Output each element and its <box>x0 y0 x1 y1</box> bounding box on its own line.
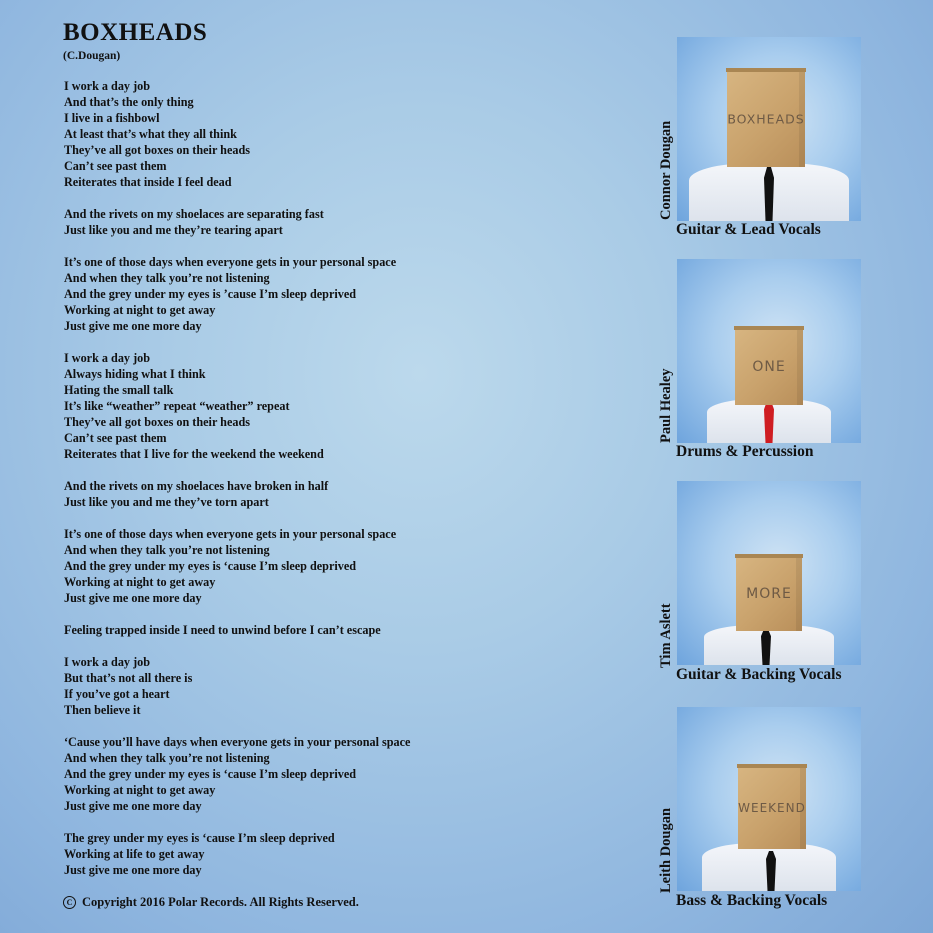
lyric-line: Always hiding what I think <box>64 367 206 381</box>
lyric-line: Hating the small talk <box>64 383 174 397</box>
lyric-line: But that’s not all there is <box>64 671 193 685</box>
lyric-line: Working at life to get away <box>64 847 205 861</box>
lyric-line: I work a day job <box>64 79 151 93</box>
copyright-text: Copyright 2016 Polar Records. All Rights Reserved. <box>82 895 359 909</box>
lyric-line: And the rivets on my shoelaces have broken in half <box>64 479 329 493</box>
lyric-line: Working at night to get away <box>64 303 216 317</box>
lyric-line: Just give me one more day <box>64 799 202 813</box>
lyric-line: I live in a fishbowl <box>64 111 160 125</box>
lyric-line: They’ve all got boxes on their heads <box>64 143 250 157</box>
lyric-line: And the grey under my eyes is ’cause I’m sleep deprived <box>64 287 357 301</box>
lyrics-stanza <box>64 350 584 462</box>
lyric-line: Just like you and me they’ve torn apart <box>64 495 269 509</box>
lyric-line: Just like you and me they’re tearing apart <box>64 223 283 237</box>
box-label: BOXHEADS <box>727 111 805 127</box>
lyric-line: And that’s the only thing <box>64 95 194 109</box>
lyric-line: ‘Cause you’ll have days when everyone gets in your personal space <box>64 735 411 749</box>
member-photo <box>677 707 861 891</box>
lyric-line: And when they talk you’re not listening <box>64 751 270 765</box>
lyrics <box>64 78 584 894</box>
lyric-line: I work a day job <box>64 655 151 669</box>
box-label: ONE <box>752 359 786 375</box>
copyright-notice <box>63 895 359 910</box>
box-label: WEEKEND <box>738 801 806 815</box>
lyric-line: Working at night to get away <box>64 575 216 589</box>
lyric-line: They’ve all got boxes on their heads <box>64 415 250 429</box>
lyric-line: Then believe it <box>64 703 141 717</box>
lyric-line: It’s like “weather” repeat “weather” repeat <box>64 399 290 413</box>
lyric-line: Feeling trapped inside I need to unwind before I can’t escape <box>64 623 381 637</box>
lyric-line: And the grey under my eyes is ‘cause I’m sleep deprived <box>64 559 357 573</box>
lyrics-stanza <box>64 654 584 718</box>
lyric-line: At least that’s what they all think <box>64 127 237 141</box>
lyric-line: I work a day job <box>64 351 151 365</box>
song-title: BOXHEADS <box>63 19 208 46</box>
member-photo <box>677 481 861 665</box>
lyric-line: If you’ve got a heart <box>64 687 170 701</box>
lyrics-stanza <box>64 78 584 190</box>
member-role: Drums & Percussion <box>676 443 814 460</box>
member-name: Leith Dougan <box>658 807 674 893</box>
member-name: Connor Dougan <box>658 120 674 220</box>
lyric-line: Working at night to get away <box>64 783 216 797</box>
lyric-line: The grey under my eyes is ‘cause I’m sleep deprived <box>64 831 335 845</box>
lyrics-stanza <box>64 830 584 878</box>
lyrics-stanza <box>64 478 584 510</box>
lyric-line: Reiterates that inside I feel dead <box>64 175 232 189</box>
lyric-line: Reiterates that I live for the weekend the weekend <box>64 447 324 461</box>
member-photo <box>677 37 861 221</box>
lyric-line: It’s one of those days when everyone gets in your personal space <box>64 527 397 541</box>
lyrics-stanza <box>64 254 584 334</box>
lyric-line: And the grey under my eyes is ‘cause I’m sleep deprived <box>64 767 357 781</box>
lyric-line: Can’t see past them <box>64 159 167 173</box>
copyright-icon: C <box>63 896 76 909</box>
lyric-line: And the rivets on my shoelaces are separating fast <box>64 207 324 221</box>
lyric-line: It’s one of those days when everyone gets in your personal space <box>64 255 397 269</box>
lyric-line: Just give me one more day <box>64 591 202 605</box>
member-role: Guitar & Lead Vocals <box>676 221 821 238</box>
lyrics-stanza <box>64 734 584 814</box>
song-author: (C.Dougan) <box>63 50 121 62</box>
member-role: Guitar & Backing Vocals <box>676 666 842 683</box>
lyric-line: And when they talk you’re not listening <box>64 271 270 285</box>
lyric-line: And when they talk you’re not listening <box>64 543 270 557</box>
lyrics-stanza <box>64 622 584 638</box>
lyrics-stanza <box>64 526 584 606</box>
member-name: Paul Healey <box>658 368 674 443</box>
member-role: Bass & Backing Vocals <box>676 892 828 909</box>
lyric-line: Just give me one more day <box>64 863 202 877</box>
member-name: Tim Aslett <box>658 603 674 668</box>
box-label: MORE <box>746 586 792 602</box>
lyrics-stanza <box>64 206 584 238</box>
lyric-line: Just give me one more day <box>64 319 202 333</box>
member-photo <box>677 259 861 443</box>
lyric-line: Can’t see past them <box>64 431 167 445</box>
